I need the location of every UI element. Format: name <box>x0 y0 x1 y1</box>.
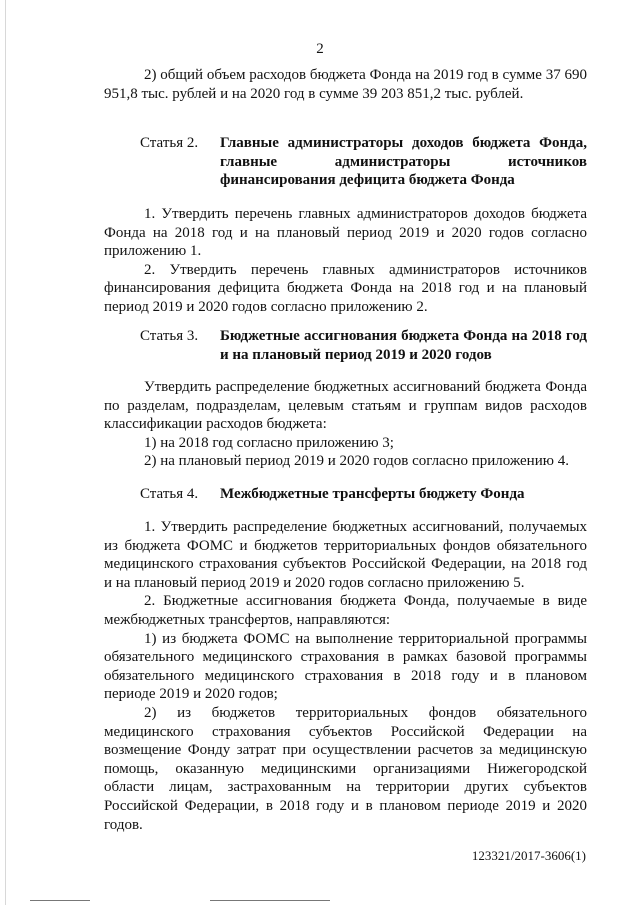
article-4-heading <box>104 485 587 505</box>
article-2-title: Главные администраторы доходов бюджета Фонда, главные администраторы источников финансирования дефицита бюджета Фонда <box>220 135 587 189</box>
page-number: 2 <box>316 41 324 57</box>
article-2-label: Статья 2. <box>140 135 199 151</box>
document-code: 123321/2017-3606(1) <box>471 848 586 863</box>
article-4-body <box>104 518 587 834</box>
article-4-paragraph-1: 1. Утвердить распределение бюджетных ассигнований, получаемых из бюджета ФОМС и бюджетов территориальных фондов обязательного медицинского страхования субъектов Российской Федерации, на 2018 год и на плановый период 2019 и 2020 годов согласно приложению 5. <box>104 519 587 591</box>
article-4-item-1: 1) из бюджета ФОМС на выполнение территориальной программы обязательного медицинского страхования в рамках базовой программы обязательного медицинского страхования в 2018 году и в плановом периоде 2019 и 2020 годов; <box>104 630 587 703</box>
article-3-body <box>104 378 587 471</box>
article-4-label: Статья 4. <box>140 486 199 502</box>
scan-edge-line <box>5 0 6 905</box>
article-3-title: Бюджетные ассигнования бюджета Фонда на 2018 год и на плановый период 2019 и 2020 годов <box>220 328 587 363</box>
scan-artifact-line <box>210 900 330 901</box>
article-2-paragraph-2: 2. Утвердить перечень главных администраторов источников финансирования дефицита бюджета Фонда на 2018 год и на плановый период 2019 и 2020 годов согласно приложению 2. <box>104 261 587 315</box>
article-2-heading <box>104 134 587 192</box>
intro-section <box>104 66 587 103</box>
article-2-body <box>104 205 587 317</box>
article-3-paragraph-1: Утвердить распределение бюджетных ассигнований бюджета Фонда по разделам, подразделам, целевым статьям и группам видов расходов классификации расходов бюджета: <box>104 379 587 433</box>
scan-artifact-line <box>30 900 90 901</box>
intro-paragraph: 2) общий объем расходов бюджета Фонда на 2019 год в сумме 37 690 951,8 тыс. рублей и на 2020 год в сумме 39 203 851,2 тыс. рублей. <box>104 67 587 102</box>
article-4-item-2: 2) из бюджетов территориальных фондов обязательного медицинского страхования субъектов Российской Федерации на возмещение Фонду затрат при осуществлении расчетов за медицинскую помощь, оказанную медицинскими организациями Нижегородской области лицам, застрахованным на территории других субъектов Российской Федерации, в 2018 году и в плановом периоде 2019 и 2020 годов. <box>104 704 587 833</box>
article-3-item-1: 1) на 2018 год согласно приложению 3; <box>144 434 394 451</box>
article-4-paragraph-2: 2. Бюджетные ассигнования бюджета Фонда, получаемые в виде межбюджетных трансфертов, направляются: <box>104 593 587 628</box>
article-3-heading <box>104 327 587 367</box>
article-3-item-2: 2) на плановый период 2019 и 2020 годов согласно приложению 4. <box>144 453 569 470</box>
article-2-paragraph-1: 1. Утвердить перечень главных администраторов доходов бюджета Фонда на 2018 год и на плановый период 2019 и 2020 годов согласно приложению 1. <box>104 206 587 260</box>
article-4-title: Межбюджетные трансферты бюджету Фонда <box>220 486 525 502</box>
article-3-label: Статья 3. <box>140 328 199 344</box>
